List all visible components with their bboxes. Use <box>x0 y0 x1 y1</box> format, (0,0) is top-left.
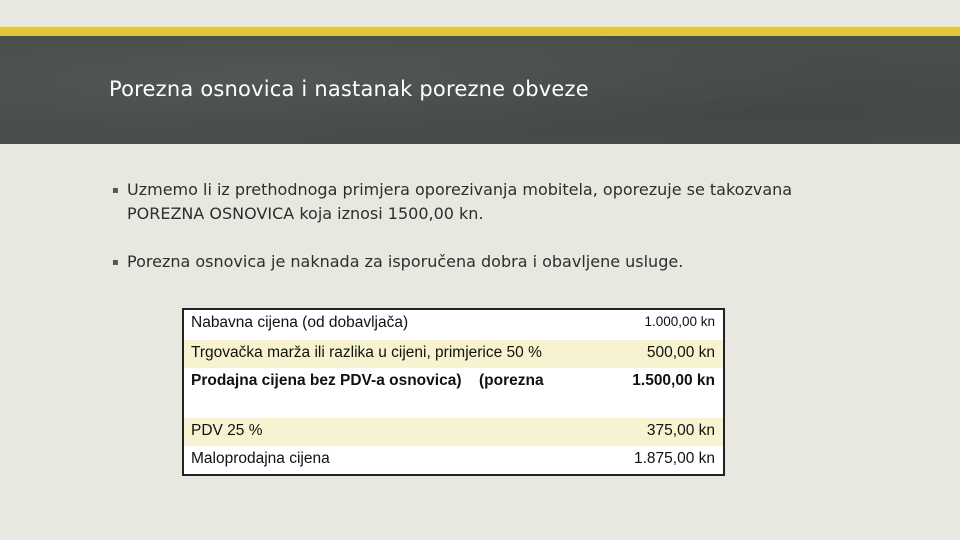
price-table <box>182 308 725 476</box>
table-row <box>183 309 724 340</box>
row-value: 500,00 kn <box>646 344 715 361</box>
table-row <box>183 418 724 446</box>
row-value: 1.500,00 kn <box>632 372 715 389</box>
row-label: PDV 25 % <box>191 422 263 439</box>
row-label: Maloprodajna cijena <box>191 450 330 467</box>
row-label-right: (porezna <box>479 372 544 389</box>
table-row <box>183 446 724 475</box>
row-value: 1.000,00 kn <box>644 314 715 329</box>
bullet-item <box>111 178 811 226</box>
table-row <box>183 340 724 368</box>
square-bullet-icon: ▪ <box>112 257 119 268</box>
row-value: 375,00 kn <box>646 422 715 439</box>
bullet-item <box>111 250 811 274</box>
row-label: Nabavna cijena (od dobavljača) <box>191 314 409 331</box>
row-label <box>183 368 615 418</box>
slide-title: Porezna osnovica i nastanak porezne obveze <box>109 77 589 101</box>
row-label-left: Prodajna cijena bez PDV-a osnovica) <box>191 372 462 389</box>
row-value: 1.875,00 kn <box>633 450 715 467</box>
square-bullet-icon: ▪ <box>112 185 119 196</box>
row-label: Trgovačka marža ili razlika u cijeni, primjerice 50 % <box>191 344 542 361</box>
table-row <box>183 368 724 418</box>
bullet-text: Porezna osnovica je naknada za isporučena dobra i obavljene usluge. <box>127 252 684 271</box>
accent-bar <box>0 27 960 36</box>
bullet-text: Uzmemo li iz prethodnoga primjera oporezivanja mobitela, oporezuje se takozvana POREZNA OSNOVICA koja iznosi 1500,00 kn. <box>127 180 793 223</box>
bullet-list <box>111 178 811 298</box>
